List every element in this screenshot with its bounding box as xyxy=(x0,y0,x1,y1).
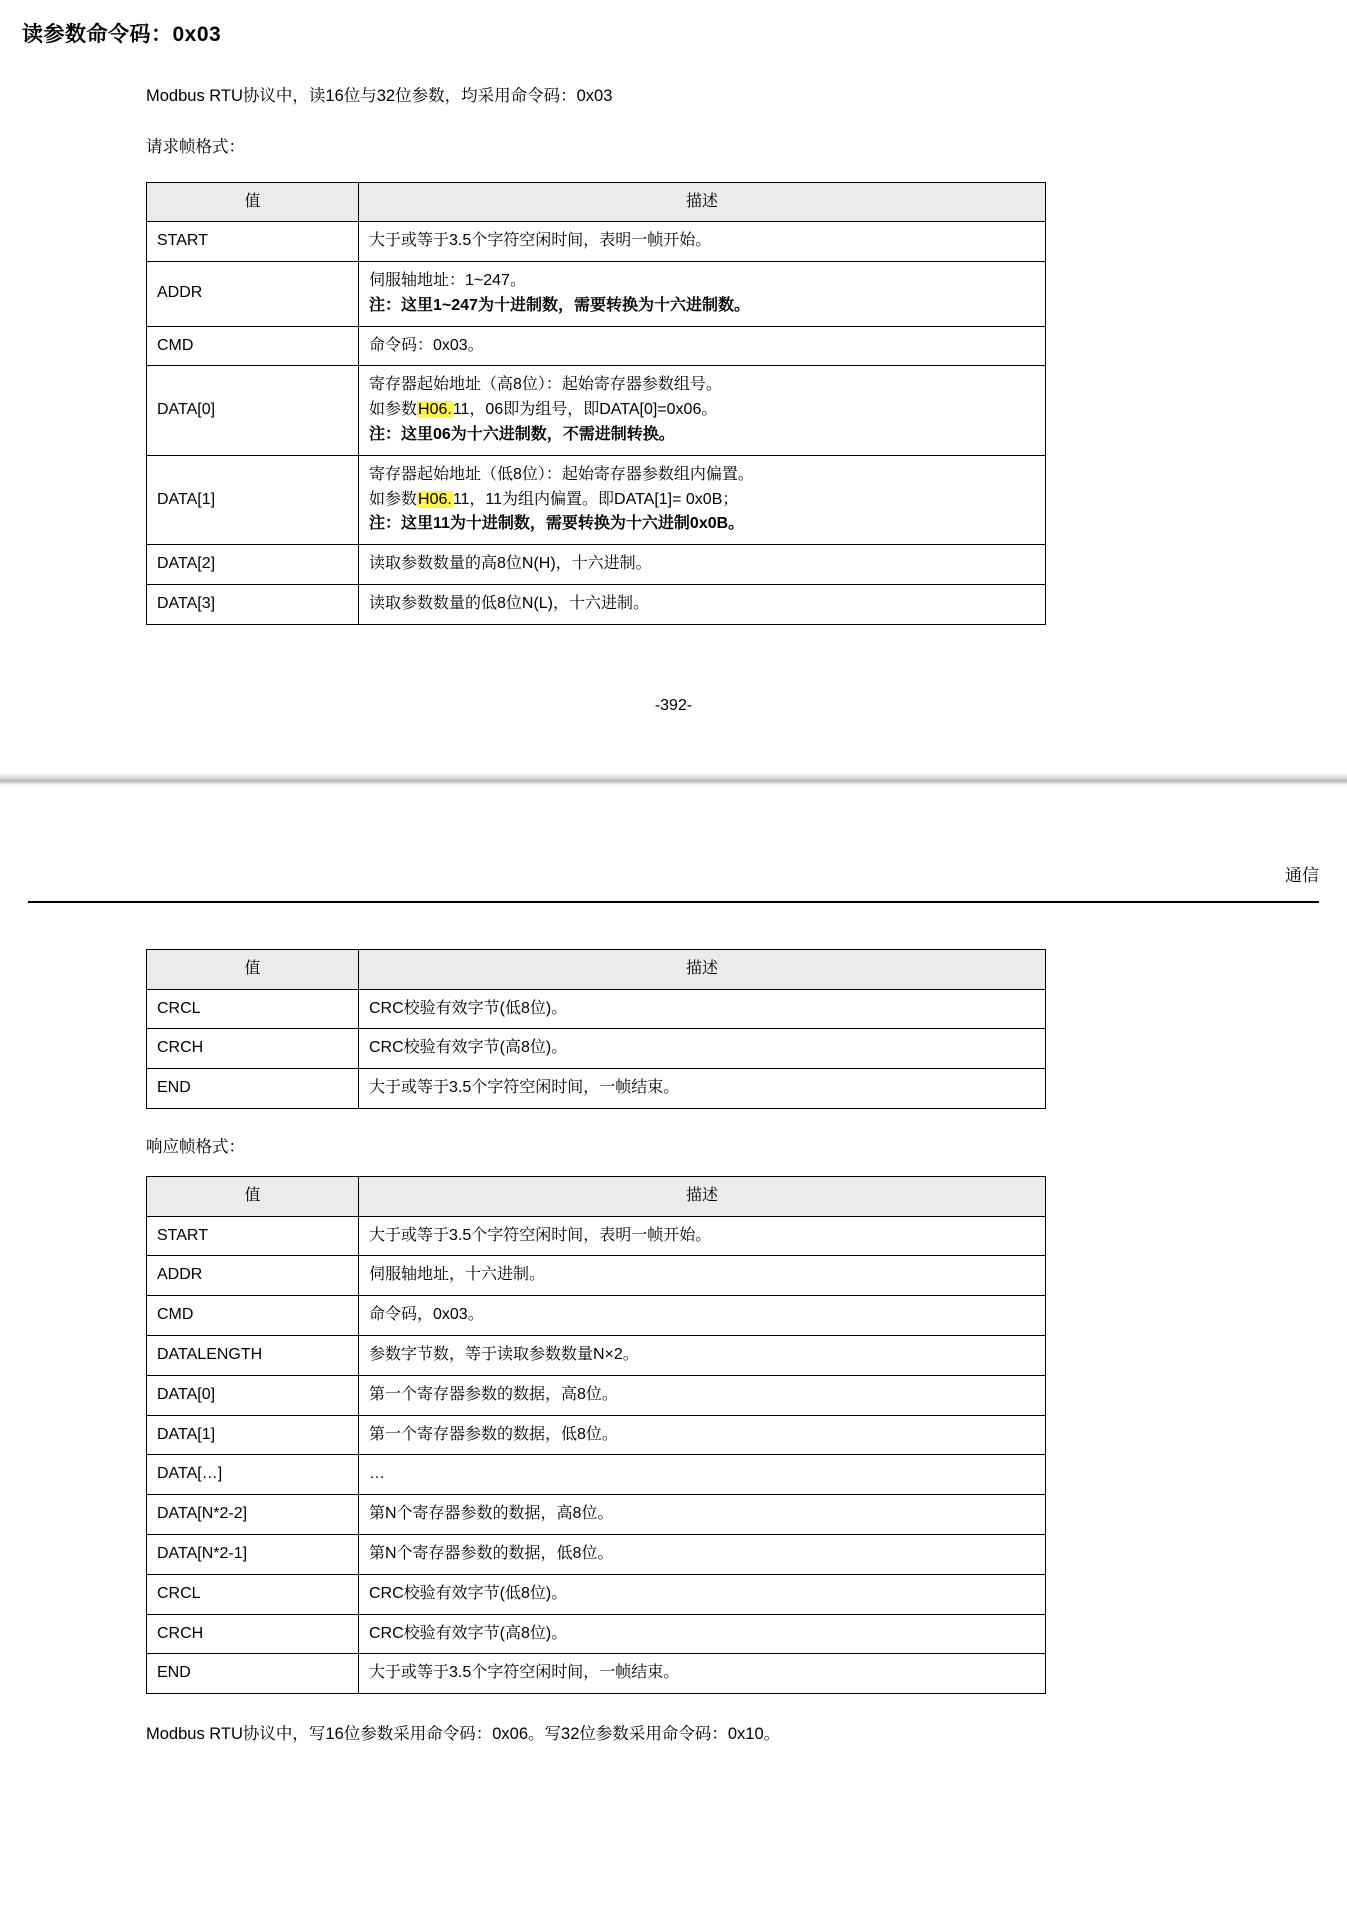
cell-value: CMD xyxy=(147,1296,359,1336)
cell-value: END xyxy=(147,1069,359,1109)
running-header xyxy=(28,861,1319,901)
page-title: 读参数命令码：0x03 xyxy=(22,23,222,46)
closing-paragraph: Modbus RTU协议中，写16位参数采用命令码：0x06。写32位参数采用命令码：0x10。 xyxy=(146,1725,781,1744)
highlighted-text: H06. xyxy=(418,401,452,419)
description-note: 注：这里06为十六进制数，不需进制转换。 xyxy=(369,426,675,444)
cell-description xyxy=(359,262,1046,327)
table-row xyxy=(147,1069,1046,1109)
cell-value: DATALENGTH xyxy=(147,1335,359,1375)
request-frame-label: 请求帧格式： xyxy=(146,137,245,156)
cell-value: CRCL xyxy=(147,989,359,1029)
cell-value: DATA[3] xyxy=(147,585,359,625)
table-row xyxy=(147,545,1046,585)
cell-description xyxy=(359,1216,1046,1256)
cell-description xyxy=(359,455,1046,544)
description-line: 参数字节数，等于读取参数数量N×2。 xyxy=(369,1345,639,1363)
description-line: 第N个寄存器参数的数据，低8位。 xyxy=(369,1544,614,1562)
description-line: 伺服轴地址：1~247。 xyxy=(369,272,526,290)
table-row xyxy=(147,1335,1046,1375)
cell-value: CRCH xyxy=(147,1029,359,1069)
description-line: 如参数H06.11，11为组内偏置。即DATA[1]= 0x0B； xyxy=(369,490,739,508)
column-header-value: 值 xyxy=(147,1176,359,1216)
description-line: 第一个寄存器参数的数据，低8位。 xyxy=(369,1425,618,1443)
table-row xyxy=(147,989,1046,1029)
description-line: 命令码，0x03。 xyxy=(369,1306,484,1324)
table-row xyxy=(147,1534,1046,1574)
description-line: 大于或等于3.5个字符空闲时间，表明一帧开始。 xyxy=(369,1226,712,1244)
cell-description xyxy=(359,1335,1046,1375)
request-frame-table-continued xyxy=(146,949,1046,1109)
table-header-row xyxy=(147,182,1046,222)
request-label-block xyxy=(146,135,1307,160)
cell-value: DATA[0] xyxy=(147,1375,359,1415)
column-header-value: 值 xyxy=(147,949,359,989)
cell-value: CMD xyxy=(147,326,359,366)
cell-description xyxy=(359,1256,1046,1296)
cell-description xyxy=(359,585,1046,625)
description-line: CRC校验有效字节(低8位)。 xyxy=(369,999,568,1017)
cell-value: END xyxy=(147,1654,359,1694)
description-line: 伺服轴地址，十六进制。 xyxy=(369,1266,546,1284)
description-line: CRC校验有效字节(低8位)。 xyxy=(369,1584,568,1602)
request-frame-table-body xyxy=(147,222,1046,625)
column-header-description: 描述 xyxy=(359,949,1046,989)
column-header-value: 值 xyxy=(147,182,359,222)
description-note: 注：这里1~247为十进制数，需要转换为十六进制数。 xyxy=(369,296,750,314)
table-row xyxy=(147,1495,1046,1535)
table-row xyxy=(147,455,1046,544)
table-row xyxy=(147,1256,1046,1296)
table-row xyxy=(147,1415,1046,1455)
table-row xyxy=(147,366,1046,455)
cell-description xyxy=(359,326,1046,366)
cell-description xyxy=(359,1534,1046,1574)
page-separator xyxy=(0,773,1347,787)
description-line: 读取参数数量的低8位N(L)，十六进制。 xyxy=(369,595,650,613)
document-page-1 xyxy=(0,0,1347,715)
description-line: 大于或等于3.5个字符空闲时间，一帧结束。 xyxy=(369,1664,680,1682)
description-line: 命令码：0x03。 xyxy=(369,336,484,354)
table-row xyxy=(147,1614,1046,1654)
intro-block xyxy=(146,84,1307,109)
cell-description xyxy=(359,1296,1046,1336)
description-line: … xyxy=(369,1465,385,1483)
description-line: 如参数H06.11，06即为组号，即DATA[0]=0x06。 xyxy=(369,401,718,419)
cell-description xyxy=(359,1375,1046,1415)
cell-value: DATA[1] xyxy=(147,455,359,544)
table-row xyxy=(147,1296,1046,1336)
description-line: 第N个寄存器参数的数据，高8位。 xyxy=(369,1505,614,1523)
cell-value: START xyxy=(147,1216,359,1256)
cell-description xyxy=(359,1614,1046,1654)
table-row xyxy=(147,585,1046,625)
cell-description xyxy=(359,1029,1046,1069)
cell-description xyxy=(359,545,1046,585)
cell-value: START xyxy=(147,222,359,262)
cell-value: DATA[1] xyxy=(147,1415,359,1455)
cell-value: DATA[N*2-1] xyxy=(147,1534,359,1574)
request-frame-table xyxy=(146,182,1046,625)
cell-value: DATA[0] xyxy=(147,366,359,455)
document-page-2 xyxy=(0,787,1347,1791)
cell-description xyxy=(359,222,1046,262)
cell-value: CRCH xyxy=(147,1614,359,1654)
page-number: -392- xyxy=(654,696,693,714)
description-line: 寄存器起始地址（低8位）：起始寄存器参数组内偏置。 xyxy=(369,465,754,483)
description-line: CRC校验有效字节(高8位)。 xyxy=(369,1624,568,1642)
table-row xyxy=(147,222,1046,262)
highlighted-text: H06. xyxy=(418,490,452,508)
cell-description xyxy=(359,1415,1046,1455)
description-note: 注：这里11为十进制数，需要转换为十六进制0x0B。 xyxy=(369,515,745,533)
cell-description xyxy=(359,366,1046,455)
cell-description xyxy=(359,1455,1046,1495)
cell-description xyxy=(359,989,1046,1029)
table-row xyxy=(147,1455,1046,1495)
cell-value: DATA[…] xyxy=(147,1455,359,1495)
table-header-row xyxy=(147,949,1046,989)
description-line: 大于或等于3.5个字符空闲时间，一帧结束。 xyxy=(369,1079,680,1097)
cell-description xyxy=(359,1654,1046,1694)
cell-description xyxy=(359,1574,1046,1614)
description-line: 寄存器起始地址（高8位）：起始寄存器参数组号。 xyxy=(369,376,722,394)
description-line: CRC校验有效字节(高8位)。 xyxy=(369,1039,568,1057)
cell-value: DATA[2] xyxy=(147,545,359,585)
table-row xyxy=(147,1654,1046,1694)
table-header-row xyxy=(147,1176,1046,1216)
cell-value: ADDR xyxy=(147,262,359,327)
description-line: 第一个寄存器参数的数据，高8位。 xyxy=(369,1385,618,1403)
response-label-block xyxy=(146,1135,1307,1160)
continued-table-body xyxy=(147,989,1046,1108)
description-line: 大于或等于3.5个字符空闲时间，表明一帧开始。 xyxy=(369,232,712,250)
response-frame-table xyxy=(146,1176,1046,1694)
cell-description xyxy=(359,1495,1046,1535)
response-frame-label: 响应帧格式： xyxy=(146,1138,245,1157)
cell-value: ADDR xyxy=(147,1256,359,1296)
table-row xyxy=(147,1574,1046,1614)
table-row xyxy=(147,1029,1046,1069)
response-frame-table-body xyxy=(147,1216,1046,1694)
table-row xyxy=(147,326,1046,366)
table-row xyxy=(147,1375,1046,1415)
cell-description xyxy=(359,1069,1046,1109)
header-title: 通信 xyxy=(1285,865,1319,885)
cell-value: DATA[N*2-2] xyxy=(147,1495,359,1535)
cell-value: CRCL xyxy=(147,1574,359,1614)
description-line: 读取参数数量的高8位N(H)，十六进制。 xyxy=(369,555,652,573)
column-header-description: 描述 xyxy=(359,182,1046,222)
table-row xyxy=(147,1216,1046,1256)
intro-paragraph: Modbus RTU协议中，读16位与32位参数，均采用命令码：0x03 xyxy=(146,87,613,105)
table-row xyxy=(147,262,1046,327)
column-header-description: 描述 xyxy=(359,1176,1046,1216)
